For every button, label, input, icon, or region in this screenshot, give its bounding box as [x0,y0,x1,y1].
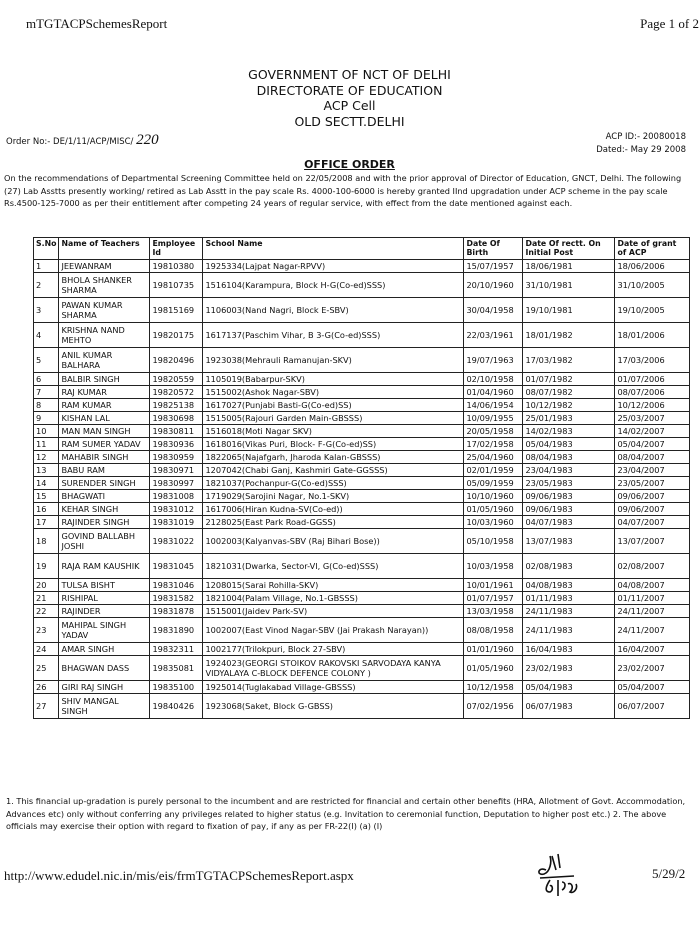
cell-recruitment-date: 13/07/1983 [523,529,615,554]
cell-sno: 19 [34,554,59,579]
cell-name: AMAR SINGH [59,643,150,656]
cell-recruitment-date: 04/08/1983 [523,579,615,592]
cell-name: RAJINDER [59,605,150,618]
cell-acp-date: 23/02/2007 [615,656,690,681]
print-date: 5/29/2 [652,866,686,881]
page-number: Page 1 of 2 [640,16,699,31]
cell-dob: 14/06/1954 [464,399,523,412]
cell-recruitment-date: 05/04/1983 [523,438,615,451]
cell-name: RAJ KUMAR [59,386,150,399]
table-row [34,386,690,399]
cell-sno: 22 [34,605,59,618]
cell-acp-date: 10/12/2006 [615,399,690,412]
cell-dob: 22/03/1961 [464,323,523,348]
cell-name: ANIL KUMAR BALHARA [59,348,150,373]
cell-sno: 25 [34,656,59,681]
cell-school: 1821037(Pochanpur-G(Co-ed)SSS) [203,477,464,490]
cell-school: 1618016(Vikas Puri, Block- F-G(Co-ed)SS) [203,438,464,451]
cell-employee-id: 19830971 [150,464,203,477]
cell-school: 1516018(Moti Nagar SKV) [203,425,464,438]
cell-sno: 20 [34,579,59,592]
cell-name: RAM SUMER YADAV [59,438,150,451]
table-row [34,529,690,554]
cell-sno: 26 [34,681,59,694]
letterhead [0,67,699,129]
table-row [34,451,690,464]
table-row [34,399,690,412]
col-acp-date: Date of grant of ACP [615,238,690,260]
table-row [34,592,690,605]
cell-name: MAHIPAL SINGH YADAV [59,618,150,643]
cell-recruitment-date: 05/04/1983 [523,681,615,694]
cell-dob: 17/02/1958 [464,438,523,451]
cell-dob: 08/08/1958 [464,618,523,643]
cell-school: 2128025(East Park Road-GGSS) [203,516,464,529]
cell-sno: 5 [34,348,59,373]
cell-acp-date: 23/04/2007 [615,464,690,477]
cell-recruitment-date: 16/04/1983 [523,643,615,656]
letterhead-line-3: ACP Cell [323,98,376,113]
table-row [34,503,690,516]
table-row [34,618,690,643]
letterhead-line-1: GOVERNMENT OF NCT OF DELHI [248,67,451,82]
cell-sno: 23 [34,618,59,643]
cell-employee-id: 19831878 [150,605,203,618]
table-row [34,425,690,438]
cell-employee-id: 19835081 [150,656,203,681]
cell-recruitment-date: 08/04/1983 [523,451,615,464]
cell-employee-id: 19831019 [150,516,203,529]
table-row [34,554,690,579]
cell-name: RAJA RAM KAUSHIK [59,554,150,579]
cell-employee-id: 19835100 [150,681,203,694]
cell-sno: 8 [34,399,59,412]
order-number-handwritten: 220 [136,132,159,148]
cell-dob: 05/09/1959 [464,477,523,490]
cell-school: 1821031(Dwarka, Sector-VI, G(Co-ed)SSS) [203,554,464,579]
order-number [6,132,159,149]
cell-dob: 02/01/1959 [464,464,523,477]
cell-sno: 10 [34,425,59,438]
cell-dob: 10/03/1960 [464,516,523,529]
cell-acp-date: 18/01/2006 [615,323,690,348]
cell-recruitment-date: 23/05/1983 [523,477,615,490]
cell-acp-date: 14/02/2007 [615,425,690,438]
cell-sno: 12 [34,451,59,464]
cell-sno: 17 [34,516,59,529]
cell-name: RAJINDER SINGH [59,516,150,529]
cell-acp-date: 09/06/2007 [615,503,690,516]
cell-dob: 07/02/1956 [464,694,523,719]
cell-recruitment-date: 09/06/1983 [523,503,615,516]
cell-recruitment-date: 10/12/1982 [523,399,615,412]
cell-name: MAN MAN SINGH [59,425,150,438]
cell-name: BABU RAM [59,464,150,477]
table-row [34,656,690,681]
table-row [34,477,690,490]
footnote: 1. This financial up-gradation is purely personal to the incumbent and are restricted for financial and certain other benefits (HRA, Allotment of Govt. Accommodation, Advances etc) only without conferring any privileges related to higher status (e.g. Invitation to ceremonial function, Deputation to higher post etc.) 2. The above officials may exercise their option with regard to fixation of pay, if any as per FR-22(I) (a) (I) [6,796,686,831]
table-row [34,323,690,348]
letterhead-line-2: DIRECTORATE OF EDUCATION [256,82,443,98]
table-row [34,579,690,592]
cell-school: 1923068(Saket, Block G-GBSS) [203,694,464,719]
cell-name: JEEWANRAM [59,260,150,273]
cell-acp-date: 18/06/2006 [615,260,690,273]
cell-acp-date: 04/08/2007 [615,579,690,592]
signature-icon [528,852,598,907]
cell-recruitment-date: 01/11/1983 [523,592,615,605]
cell-acp-date: 05/04/2007 [615,438,690,451]
cell-dob: 10/09/1955 [464,412,523,425]
cell-dob: 01/05/1960 [464,503,523,516]
cell-recruitment-date: 31/10/1981 [523,273,615,298]
cell-sno: 13 [34,464,59,477]
cell-employee-id: 19831022 [150,529,203,554]
table-row [34,605,690,618]
cell-recruitment-date: 01/07/1982 [523,373,615,386]
cell-dob: 01/04/1960 [464,386,523,399]
cell-employee-id: 19831045 [150,554,203,579]
intro-paragraph: On the recommendations of Departmental Screening Committee held on 22/05/2008 and with the prior approval of Director of Education, GNCT, Delhi. The following (27) Lab Asstts presently working/ retired as Lab Asstt in the pay scale Rs. 4000-100-6000 is hereby granted IInd upgradation under ACP scheme in the pay scale Rs.4500-125-7000 as per their entitlement after competing 24 years of regular service, with effect from the date mentioned against each. [4,173,682,208]
cell-dob: 30/04/1958 [464,298,523,323]
cell-recruitment-date: 24/11/1983 [523,618,615,643]
table-row [34,464,690,477]
cell-school: 1924023(GEORGI STOIKOV RAKOVSKI SARVODAYA KANYA VIDYALAYA C-BLOCK DEFENCE COLONY ) [203,656,464,681]
cell-school: 1208015(Sarai Rohilla-SKV) [203,579,464,592]
cell-acp-date: 04/07/2007 [615,516,690,529]
cell-school: 1617137(Paschim Vihar, B 3-G(Co-ed)SSS) [203,323,464,348]
cell-name: KRISHNA NAND MEHTO [59,323,150,348]
table-row [34,373,690,386]
cell-recruitment-date: 18/06/1981 [523,260,615,273]
table-row [34,298,690,323]
cell-employee-id: 19831890 [150,618,203,643]
cell-acp-date: 01/07/2006 [615,373,690,386]
cell-sno: 3 [34,298,59,323]
report-title: mTGTACPSchemesReport [26,16,168,31]
cell-employee-id: 19820572 [150,386,203,399]
cell-recruitment-date: 06/07/1983 [523,694,615,719]
cell-acp-date: 23/05/2007 [615,477,690,490]
cell-acp-date: 05/04/2007 [615,681,690,694]
office-order-title: OFFICE ORDER [304,158,395,171]
table-row [34,490,690,503]
cell-school: 1207042(Chabi Ganj, Kashmiri Gate-GGSSS) [203,464,464,477]
letterhead-line-4: OLD SECTT.DELHI [294,113,405,129]
table-row [34,694,690,719]
col-school: School Name [203,238,464,260]
cell-sno: 2 [34,273,59,298]
cell-dob: 25/04/1960 [464,451,523,464]
cell-name: BALBIR SINGH [59,373,150,386]
order-meta [596,131,686,157]
cell-acp-date: 01/11/2007 [615,592,690,605]
acp-table [33,237,690,719]
cell-dob: 10/03/1958 [464,554,523,579]
cell-employee-id: 19830959 [150,451,203,464]
table-row [34,681,690,694]
cell-acp-date: 25/03/2007 [615,412,690,425]
cell-sno: 7 [34,386,59,399]
cell-recruitment-date: 08/07/1982 [523,386,615,399]
cell-school: 1925334(Lajpat Nagar-RPVV) [203,260,464,273]
cell-name: MAHABIR SINGH [59,451,150,464]
cell-name: SURENDER SINGH [59,477,150,490]
cell-dob: 19/07/1963 [464,348,523,373]
cell-name: PAWAN KUMAR SHARMA [59,298,150,323]
cell-sno: 6 [34,373,59,386]
cell-sno: 18 [34,529,59,554]
table-row [34,438,690,451]
cell-acp-date: 06/07/2007 [615,694,690,719]
cell-acp-date: 13/07/2007 [615,529,690,554]
cell-sno: 21 [34,592,59,605]
cell-employee-id: 19820175 [150,323,203,348]
col-recruitment-date: Date Of rectt. On Initial Post [523,238,615,260]
cell-school: 1105019(Babarpur-SKV) [203,373,464,386]
cell-sno: 14 [34,477,59,490]
cell-recruitment-date: 23/02/1983 [523,656,615,681]
cell-dob: 02/10/1958 [464,373,523,386]
table-row [34,260,690,273]
cell-sno: 15 [34,490,59,503]
cell-employee-id: 19820496 [150,348,203,373]
cell-employee-id: 19832311 [150,643,203,656]
cell-acp-date: 24/11/2007 [615,605,690,618]
cell-dob: 01/01/1960 [464,643,523,656]
cell-school: 1719029(Sarojini Nagar, No.1-SKV) [203,490,464,503]
col-sno: S.No [34,238,59,260]
cell-employee-id: 19830936 [150,438,203,451]
cell-sno: 11 [34,438,59,451]
cell-name: SHIV MANGAL SINGH [59,694,150,719]
col-name: Name of Teachers [59,238,150,260]
cell-employee-id: 19830811 [150,425,203,438]
order-date: Dated:- May 29 2008 [596,145,686,155]
order-number-label: Order No:- DE/1/11/ACP/MISC/ [6,137,134,147]
cell-name: GIRI RAJ SINGH [59,681,150,694]
cell-sno: 9 [34,412,59,425]
cell-dob: 10/10/1960 [464,490,523,503]
acp-id: ACP ID:- 20080018 [605,132,686,142]
cell-dob: 20/05/1958 [464,425,523,438]
cell-school: 1515002(Ashok Nagar-SBV) [203,386,464,399]
cell-recruitment-date: 17/03/1982 [523,348,615,373]
cell-school: 1515001(Jaidev Park-SV) [203,605,464,618]
cell-school: 1822065(Najafgarh, Jharoda Kalan-GBSSS) [203,451,464,464]
cell-employee-id: 19831046 [150,579,203,592]
table-header-row [34,238,690,260]
cell-employee-id: 19831012 [150,503,203,516]
cell-dob: 15/07/1957 [464,260,523,273]
cell-sno: 24 [34,643,59,656]
cell-sno: 16 [34,503,59,516]
cell-recruitment-date: 23/04/1983 [523,464,615,477]
cell-school: 1002177(Trilokpuri, Block 27-SBV) [203,643,464,656]
cell-recruitment-date: 09/06/1983 [523,490,615,503]
cell-acp-date: 31/10/2005 [615,273,690,298]
cell-employee-id: 19831008 [150,490,203,503]
cell-employee-id: 19830997 [150,477,203,490]
cell-name: BHOLA SHANKER SHARMA [59,273,150,298]
cell-school: 1925014(Tuglakabad Village-GBSSS) [203,681,464,694]
cell-school: 1923038(Mehrauli Ramanujan-SKV) [203,348,464,373]
cell-employee-id: 19815169 [150,298,203,323]
cell-acp-date: 02/08/2007 [615,554,690,579]
cell-dob: 10/12/1958 [464,681,523,694]
cell-school: 1617006(Hiran Kudna-SV(Co-ed)) [203,503,464,516]
cell-employee-id: 19810380 [150,260,203,273]
cell-dob: 05/10/1958 [464,529,523,554]
cell-acp-date: 09/06/2007 [615,490,690,503]
table-row [34,412,690,425]
cell-recruitment-date: 19/10/1981 [523,298,615,323]
table-row [34,516,690,529]
table-row [34,273,690,298]
cell-school: 1617027(Punjabi Basti-G(Co-ed)SS) [203,399,464,412]
table-row [34,643,690,656]
cell-dob: 01/05/1960 [464,656,523,681]
cell-employee-id: 19825138 [150,399,203,412]
cell-recruitment-date: 04/07/1983 [523,516,615,529]
cell-recruitment-date: 14/02/1983 [523,425,615,438]
cell-recruitment-date: 24/11/1983 [523,605,615,618]
cell-employee-id: 19840426 [150,694,203,719]
cell-sno: 1 [34,260,59,273]
cell-school: 1002003(Kalyanvas-SBV (Raj Bihari Bose)) [203,529,464,554]
cell-employee-id: 19820559 [150,373,203,386]
cell-name: GOVIND BALLABH JOSHI [59,529,150,554]
col-dob: Date Of Birth [464,238,523,260]
cell-recruitment-date: 02/08/1983 [523,554,615,579]
cell-acp-date: 16/04/2007 [615,643,690,656]
cell-dob: 10/01/1961 [464,579,523,592]
cell-school: 1516104(Karampura, Block H-G(Co-ed)SSS) [203,273,464,298]
cell-dob: 20/10/1960 [464,273,523,298]
cell-recruitment-date: 25/01/1983 [523,412,615,425]
page-url: http://www.edudel.nic.in/mis/eis/frmTGTACPSchemesReport.aspx [4,868,354,883]
cell-employee-id: 19830698 [150,412,203,425]
cell-name: BHAGWAN DASS [59,656,150,681]
cell-sno: 27 [34,694,59,719]
cell-name: RAM KUMAR [59,399,150,412]
cell-school: 1002007(East Vinod Nagar-SBV (Jai Prakash Narayan)) [203,618,464,643]
cell-name: KEHAR SINGH [59,503,150,516]
cell-sno: 4 [34,323,59,348]
cell-school: 1821004(Palam Village, No.1-GBSSS) [203,592,464,605]
cell-name: KISHAN LAL [59,412,150,425]
col-employee-id: Employee Id [150,238,203,260]
cell-school: 1515005(Rajouri Garden Main-GBSSS) [203,412,464,425]
cell-name: TULSA BISHT [59,579,150,592]
cell-acp-date: 08/04/2007 [615,451,690,464]
cell-recruitment-date: 18/01/1982 [523,323,615,348]
cell-school: 1106003(Nand Nagri, Block E-SBV) [203,298,464,323]
cell-acp-date: 19/10/2005 [615,298,690,323]
cell-acp-date: 08/07/2006 [615,386,690,399]
cell-employee-id: 19831582 [150,592,203,605]
table-row [34,348,690,373]
cell-name: BHAGWATI [59,490,150,503]
cell-dob: 13/03/1958 [464,605,523,618]
cell-acp-date: 24/11/2007 [615,618,690,643]
cell-name: RISHIPAL [59,592,150,605]
cell-dob: 01/07/1957 [464,592,523,605]
cell-employee-id: 19810735 [150,273,203,298]
cell-acp-date: 17/03/2006 [615,348,690,373]
